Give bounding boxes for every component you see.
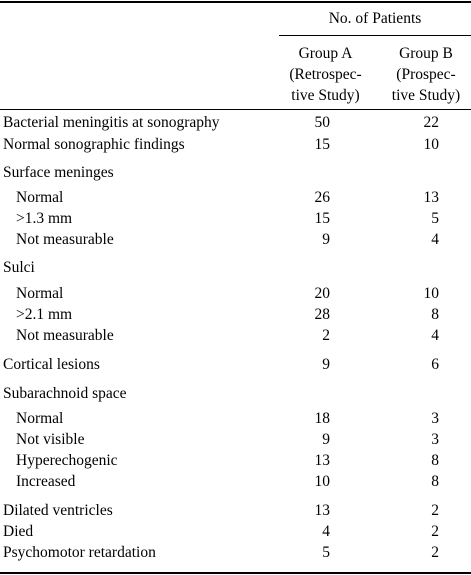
group-b-value: 4 xyxy=(431,327,439,344)
row-label: Normal xyxy=(16,189,64,206)
group-a-value: 2 xyxy=(322,327,330,344)
row-label: Not visible xyxy=(16,431,85,448)
row-label: Increased xyxy=(16,473,76,490)
row-label: Bacterial meningitis at sonography xyxy=(3,114,220,131)
row-label: Normal xyxy=(16,285,64,302)
group-a-header-line1: Group A xyxy=(298,45,353,62)
group-b-value: 8 xyxy=(431,473,439,490)
row-label: Dilated ventricles xyxy=(3,502,113,519)
group-a-value: 15 xyxy=(314,136,330,153)
group-b-header-line1: Group B xyxy=(399,45,453,62)
group-b-value: 2 xyxy=(431,544,439,561)
group-b-value: 8 xyxy=(431,306,439,323)
group-a-value: 13 xyxy=(314,452,330,469)
group-a-value: 18 xyxy=(314,410,330,427)
row-label: Hyperechogenic xyxy=(16,452,118,469)
spanner-rule xyxy=(279,35,471,36)
row-label: Normal xyxy=(16,410,64,427)
row-label: Psychomotor retardation xyxy=(3,544,156,561)
group-b-value: 3 xyxy=(431,410,439,427)
group-a-header-line2: (Retrospec- xyxy=(289,66,362,83)
group-b-header-line3: tive Study) xyxy=(391,87,461,104)
group-b-value: 4 xyxy=(431,231,439,248)
group-b-value: 2 xyxy=(431,523,439,540)
group-a-value: 9 xyxy=(322,231,330,248)
group-a-value: 20 xyxy=(314,285,330,302)
group-a-value: 9 xyxy=(322,431,330,448)
group-a-value: 4 xyxy=(322,523,330,540)
header-bottom-rule xyxy=(0,109,471,110)
group-a-value: 26 xyxy=(314,189,330,206)
group-b-value: 10 xyxy=(423,136,439,153)
row-label: Sulci xyxy=(3,259,35,276)
group-b-value: 2 xyxy=(431,502,439,519)
group-b-value: 5 xyxy=(431,210,439,227)
top-rule xyxy=(0,1,471,3)
row-label: Subarachnoid space xyxy=(3,385,127,402)
group-b-value: 6 xyxy=(431,356,439,373)
row-label: >1.3 mm xyxy=(16,210,73,227)
row-label: Not measurable xyxy=(16,327,114,344)
group-a-value: 5 xyxy=(322,544,330,561)
group-a-value: 28 xyxy=(314,306,330,323)
group-b-value: 10 xyxy=(423,285,439,302)
row-label: Died xyxy=(3,523,34,540)
group-a-header-line3: tive Study) xyxy=(291,87,360,104)
bottom-rule xyxy=(0,572,471,574)
group-a-value: 9 xyxy=(322,356,330,373)
row-label: Surface meninges xyxy=(3,164,114,181)
column-spanner-header: No. of Patients xyxy=(328,10,422,27)
group-b-value: 13 xyxy=(423,189,439,206)
row-label: Cortical lesions xyxy=(3,356,100,373)
group-b-value: 3 xyxy=(431,431,439,448)
group-b-value: 8 xyxy=(431,452,439,469)
group-a-value: 13 xyxy=(314,502,330,519)
row-label: Normal sonographic findings xyxy=(3,136,185,153)
group-b-value: 22 xyxy=(423,114,439,131)
group-a-value: 50 xyxy=(314,114,330,131)
row-label: Not measurable xyxy=(16,231,114,248)
group-a-value: 10 xyxy=(314,473,330,490)
row-label: >2.1 mm xyxy=(16,306,73,323)
group-a-value: 15 xyxy=(314,210,330,227)
group-b-header-line2: (Prospec- xyxy=(396,66,456,83)
